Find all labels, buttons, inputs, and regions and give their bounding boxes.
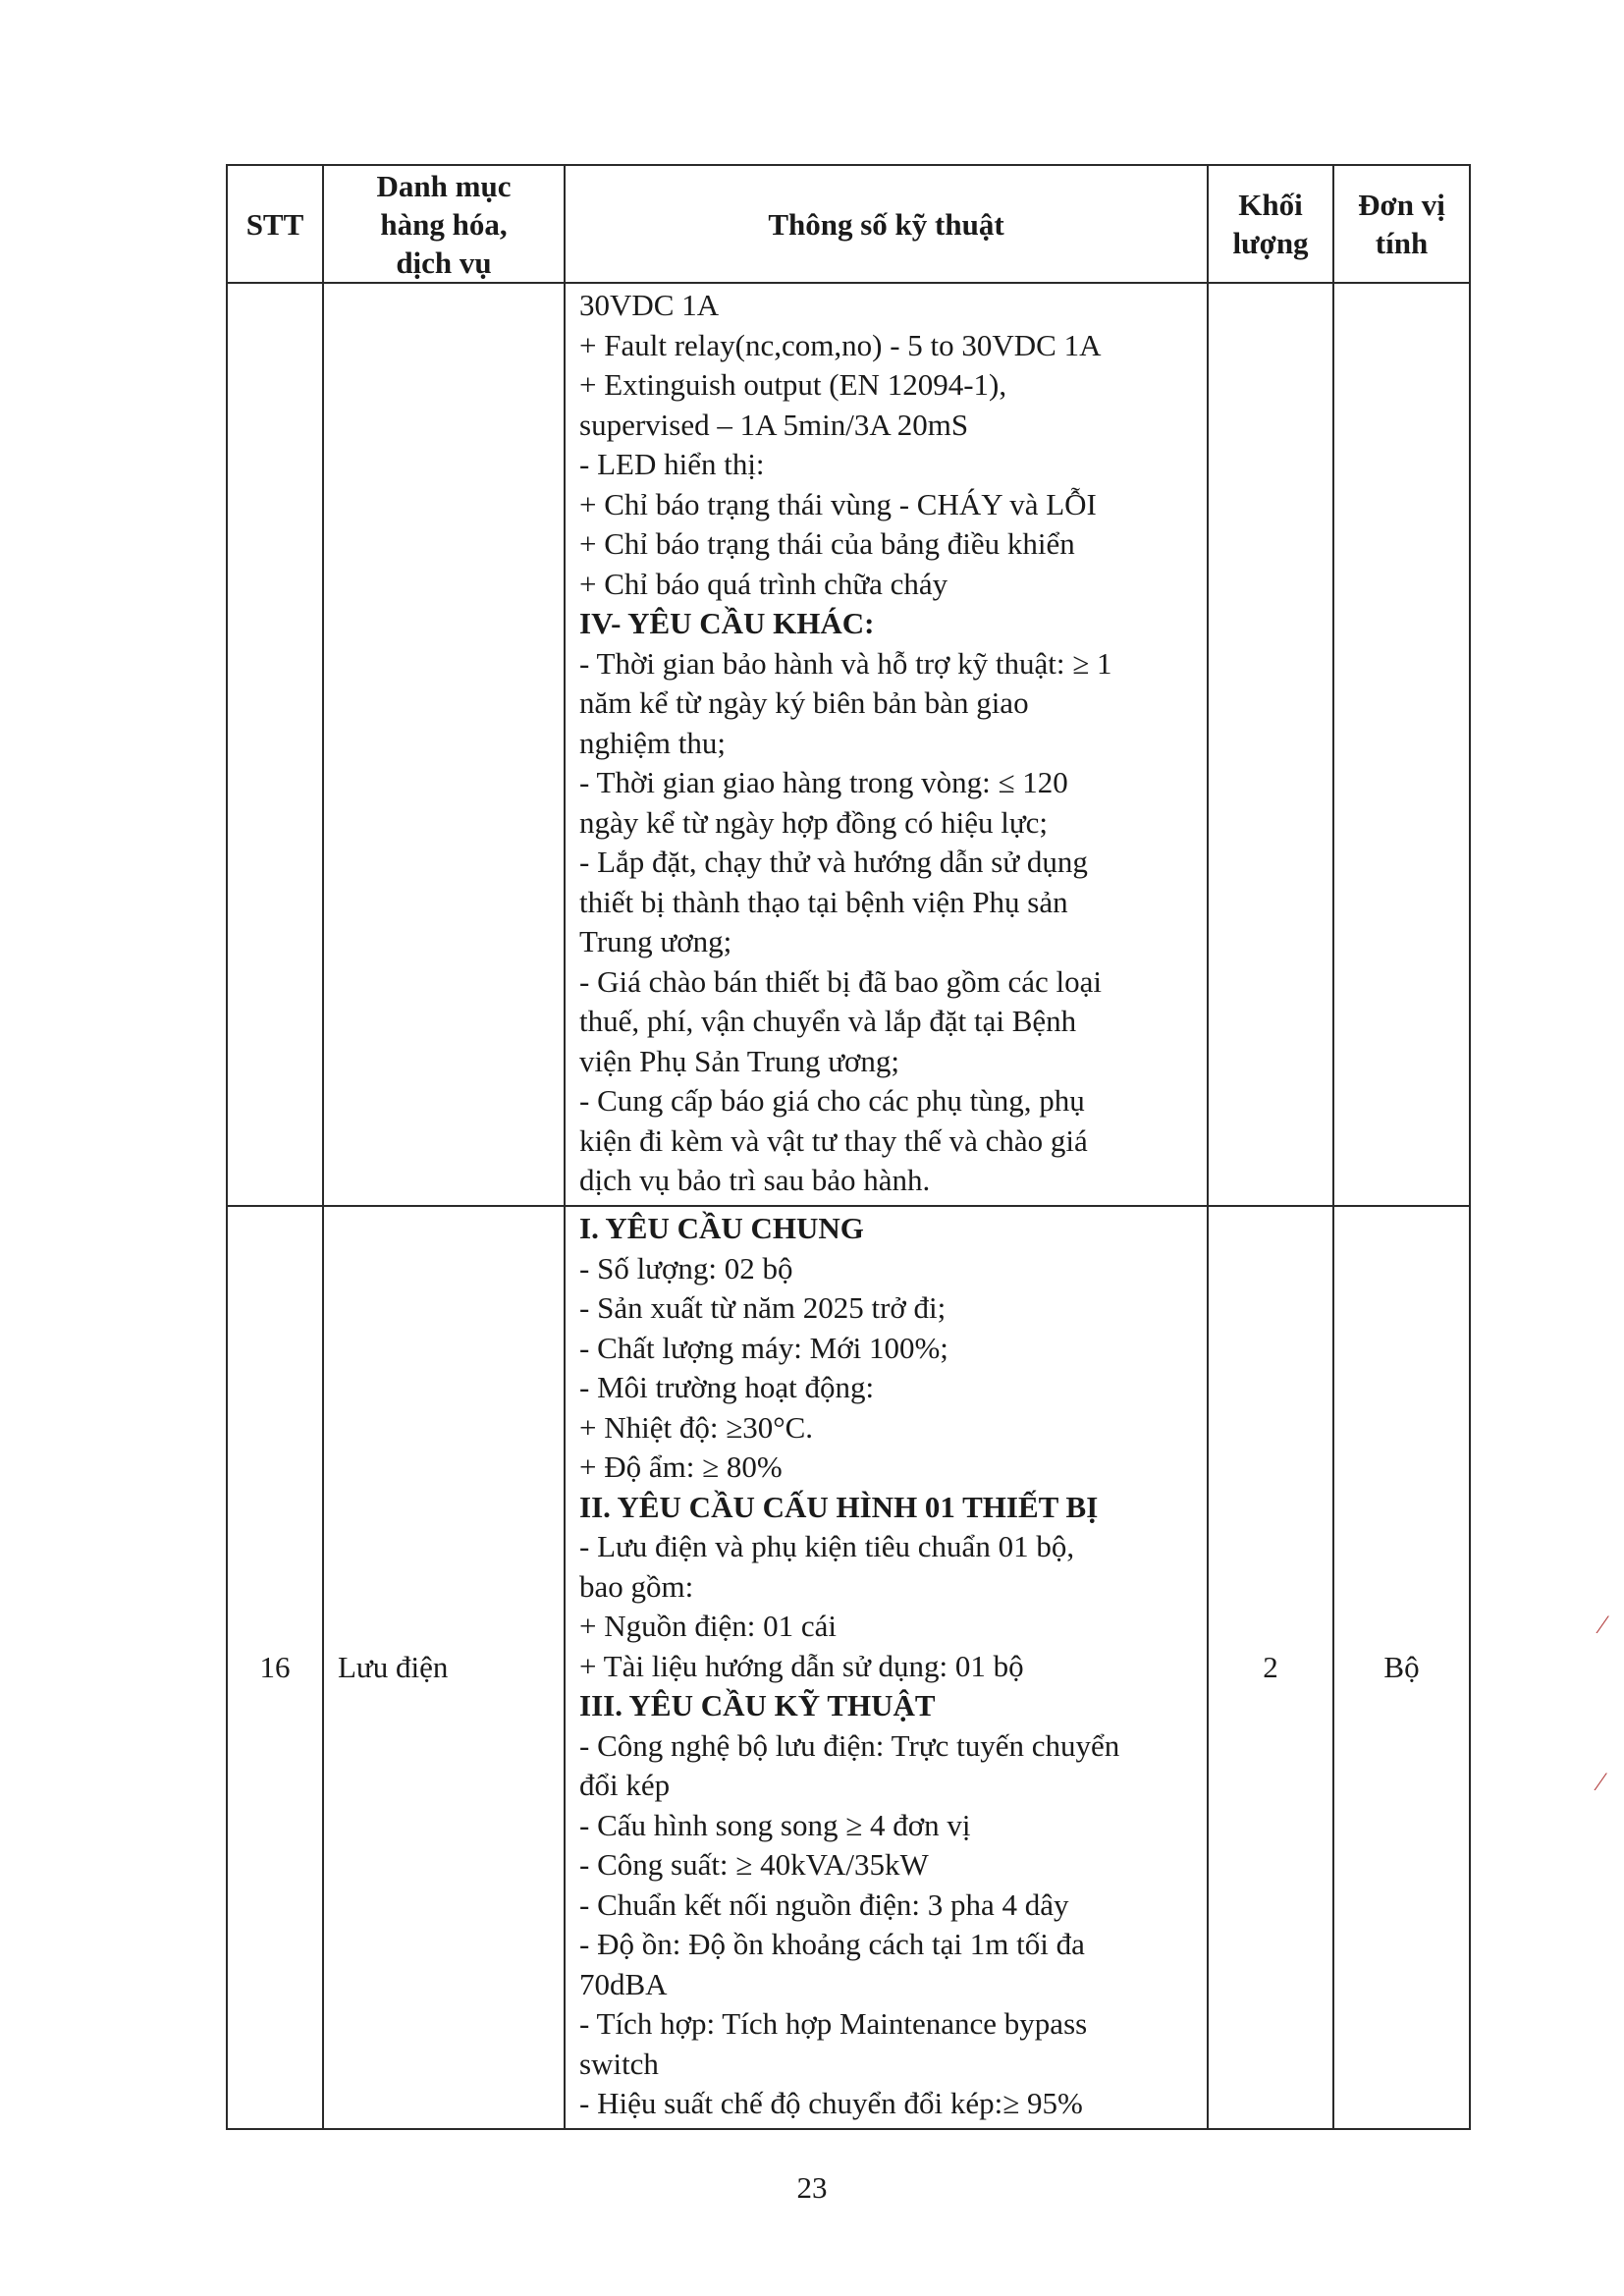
spec-line: - Lắp đặt, chạy thử và hướng dẫn sử dụng (579, 845, 1088, 879)
spec-line: - Cấu hình song song ≥ 4 đơn vị (579, 1807, 971, 1842)
header-spec: Thông số kỹ thuật (565, 165, 1208, 283)
spec-line: - Công suất: ≥ 40kVA/35kW (579, 1847, 929, 1882)
spec-line: - Giá chào bán thiết bị đã bao gồm các loại (579, 963, 1102, 999)
spec-line: bao gồm: (579, 1568, 694, 1604)
spec-line: thiết bị thành thạo tại bệnh viện Phụ sản (579, 884, 1068, 919)
table-row (227, 283, 1470, 1206)
cell-stt: 16 (227, 1206, 323, 2129)
spec-line: - Công nghệ bộ lưu điện: Trực tuyến chuyển (579, 1727, 1120, 1763)
spec-table (226, 164, 1471, 2130)
spec-line: + Nguồn điện: 01 cái (579, 1609, 837, 1643)
cell-qty (1208, 283, 1333, 1206)
spec-line: III. YÊU CẦU KỸ THUẬT (579, 1688, 936, 1722)
spec-line: - Hiệu suất chế độ chuyển đổi kép:≥ 95% (579, 2086, 1083, 2120)
spec-line: + Tài liệu hướng dẫn sử dụng: 01 bộ (579, 1648, 1024, 1683)
spec-line: + Fault relay(nc,com,no) - 5 to 30VDC 1A (579, 327, 1102, 362)
spec-line: - Chất lượng máy: Mới 100%; (579, 1330, 948, 1365)
spec-line: switch (579, 2046, 659, 2081)
spec-line: thuế, phí, vận chuyển và lắp đặt tại Bệnh (579, 1004, 1077, 1038)
cell-spec (565, 283, 1208, 1206)
header-unit: Đơn vị tính (1333, 165, 1470, 283)
cell-unit (1333, 283, 1470, 1206)
header-stt: STT (227, 165, 323, 283)
cell-spec (565, 1206, 1208, 2129)
spec-line: dịch vụ bảo trì sau bảo hành. (579, 1163, 931, 1197)
spec-line: + Nhiệt độ: ≥30°C. (579, 1409, 814, 1445)
table-row (227, 1206, 1470, 2129)
spec-line: - Tích hợp: Tích hợp Maintenance bypass (579, 2006, 1088, 2041)
page-number: 23 (796, 2170, 828, 2205)
spec-line: ngày kể từ ngày hợp đồng có hiệu lực; (579, 804, 1049, 840)
spec-line: + Độ ẩm: ≥ 80% (579, 1449, 783, 1484)
spec-line: - Số lượng: 02 bộ (579, 1250, 793, 1285)
spec-line: viện Phụ Sản Trung ương; (579, 1043, 900, 1078)
cell-qty: 2 (1208, 1206, 1333, 2129)
spec-line: kiện đi kèm và vật tư thay thế và chào giá (579, 1122, 1088, 1158)
spec-line: + Chỉ báo trạng thái của bảng điều khiển (579, 526, 1075, 561)
spec-line: IV- YÊU CẦU KHÁC: (579, 606, 875, 640)
spec-line: - Chuẩn kết nối nguồn điện: 3 pha 4 dây (579, 1886, 1069, 1922)
spec-line: + Extinguish output (EN 12094-1), (579, 367, 1007, 402)
spec-line: Trung ương; (579, 924, 732, 958)
spec-line: - Thời gian giao hàng trong vòng: ≤ 120 (579, 765, 1068, 799)
spec-line: - Cung cấp báo giá cho các phụ tùng, phụ (579, 1083, 1085, 1118)
spec-line: + Chỉ báo quá trình chữa cháy (579, 566, 948, 601)
cell-name (323, 283, 565, 1206)
spec-line: năm kể từ ngày ký biên bản bàn giao (579, 685, 1029, 720)
spec-line: + Chỉ báo trạng thái vùng - CHÁY và LỖI (579, 486, 1097, 521)
header-goods: Danh mục hàng hóa, dịch vụ (323, 165, 565, 283)
spec-line: 70dBA (579, 1966, 668, 2001)
margin-mark: ⁄ (1600, 1611, 1605, 1639)
spec-line: nghiệm thu; (579, 725, 726, 760)
spec-line: đổi kép (579, 1768, 671, 1802)
spec-line: I. YÊU CẦU CHUNG (579, 1211, 864, 1245)
spec-line: - Độ ồn: Độ ồn khoảng cách tại 1m tối đa (579, 1927, 1085, 1961)
spec-line: supervised – 1A 5min/3A 20mS (579, 407, 969, 442)
margin-mark: ⁄ (1598, 1768, 1603, 1796)
spec-line: - LED hiển thị: (579, 447, 765, 481)
cell-unit: Bộ (1333, 1206, 1470, 2129)
cell-stt (227, 283, 323, 1206)
header-row (227, 165, 1470, 283)
header-qty: Khối lượng (1208, 165, 1333, 283)
spec-line: 30VDC 1A (579, 288, 720, 322)
spec-line: - Sản xuất từ năm 2025 trở đi; (579, 1290, 947, 1325)
spec-line: II. YÊU CẦU CẤU HÌNH 01 THIẾT BỊ (579, 1489, 1099, 1524)
spec-line: - Lưu điện và phụ kiện tiêu chuẩn 01 bộ, (579, 1529, 1075, 1563)
spec-line: - Môi trường hoạt động: (579, 1370, 875, 1404)
spec-line: - Thời gian bảo hành và hỗ trợ kỹ thuật: ≥ 1 (579, 645, 1112, 681)
cell-name: Lưu điện (323, 1206, 565, 2129)
